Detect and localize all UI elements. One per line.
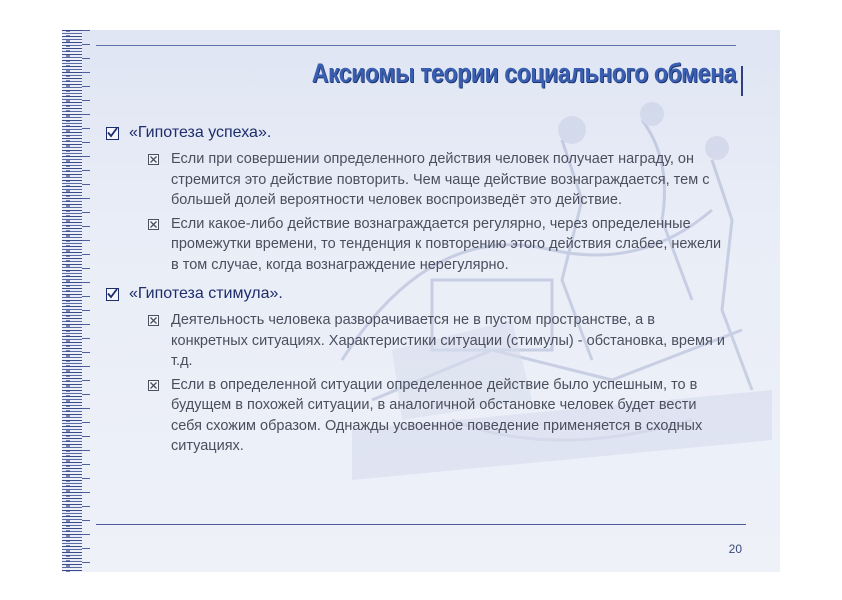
- checkbox-checked-icon: [106, 288, 119, 301]
- list-item-text: Если при совершении определенного действия человек получает награду, он стремится это действие повторить. Чем чаще действие вознаграждается, тем с большей долей вероятности человек воспроизведёт это действие.: [171, 151, 710, 208]
- slide-title: Аксиомы теории социального обмена: [311, 58, 736, 88]
- slide: [62, 30, 780, 572]
- decorative-ticks: [82, 30, 90, 572]
- checkbox-x-icon: [148, 219, 159, 230]
- section-heading-text: «Гипотеза стимула».: [129, 285, 283, 302]
- title-accent-bar: [741, 66, 743, 96]
- decorative-stripe: [62, 30, 82, 572]
- title-rule: [96, 45, 736, 46]
- page-number: 20: [728, 542, 742, 556]
- list-item: [148, 310, 746, 372]
- list-item-text: Если в определенной ситуации определенное действие было успешным, то в будущем в похожей ситуации, в аналогичной обстановке человек будет вести себя схожим образом. Однажды усвоенное поведение применяется в сходных ситуациях.: [171, 376, 703, 454]
- list-item-text: Если какое-либо действие вознаграждается регулярно, через определенные промежутки времени, то тенденция к повторению этого действия слабее, нежели в том случае, когда вознаграждение нерегулярно.: [171, 215, 722, 273]
- list-item-text: Деятельность человека разворачивается не в пустом пространстве, а в конкретных ситуациях. Характеристики ситуации (стимулы) - обстановка, время и т.д.: [171, 312, 725, 369]
- list-item: [148, 375, 746, 457]
- checkbox-x-icon: [148, 154, 159, 165]
- list-item: [148, 214, 746, 276]
- footer-rule: [96, 524, 746, 525]
- checkbox-checked-icon: [106, 127, 119, 140]
- section-heading: [106, 123, 746, 143]
- list-item: [148, 149, 746, 211]
- checkbox-x-icon: [148, 380, 159, 391]
- section-heading-text: «Гипотеза успеха».: [129, 124, 272, 141]
- slide-content: [106, 123, 746, 460]
- section-heading: [106, 284, 746, 304]
- checkbox-x-icon: [148, 315, 159, 326]
